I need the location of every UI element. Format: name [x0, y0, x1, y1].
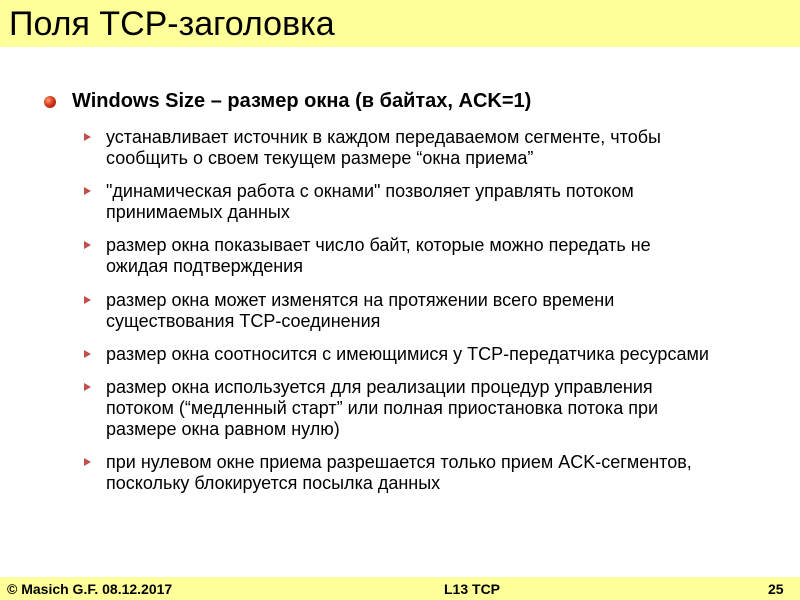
- list-item-text: размер окна может изменятся на протяжении всего времени существования TCP-соединения: [106, 290, 615, 331]
- triangle-bullet-icon: [84, 350, 91, 358]
- triangle-bullet-icon: [84, 241, 91, 249]
- footer-page-number: 25: [768, 581, 784, 597]
- list-item-text: размер окна соотносится с имеющимися у TCP-передатчика ресурсами: [106, 344, 709, 364]
- triangle-bullet-icon: [84, 296, 91, 304]
- triangle-bullet-icon: [84, 187, 91, 195]
- list-item-text: при нулевом окне приема разрешается только прием ACK-сегментов, поскольку блокируется посылка данных: [106, 452, 692, 493]
- footer-lecture-title: L13 TCP: [444, 581, 501, 597]
- triangle-bullet-icon: [84, 133, 91, 141]
- list-item-text: размер окна используется для реализации процедур управления потоком (“медленный старт” или полная приостановка потока при размере окна равном нулю): [106, 377, 659, 439]
- footer-copyright: © Masich G.F. 08.12.2017: [7, 581, 173, 597]
- footer-bar: [0, 577, 800, 600]
- page-title: Поля TCP-заголовка: [9, 5, 335, 43]
- round-bullet-icon: [44, 96, 56, 108]
- triangle-bullet-icon: [84, 458, 91, 466]
- list-item-text: устанавливает источник в каждом передаваемом сегменте, чтобы сообщить о своем текущем размере “окна приема”: [106, 127, 661, 168]
- main-bullet-text: Windows Size – размер окна (в байтах, ACK=1): [72, 90, 532, 112]
- triangle-bullet-icon: [84, 383, 91, 391]
- list-item-text: размер окна показывает число байт, которые можно передать не ожидая подтверждения: [106, 235, 651, 276]
- title-bar: [0, 0, 800, 47]
- list-item-text: "динамическая работа с окнами" позволяет управлять потоком принимаемых данных: [106, 181, 634, 222]
